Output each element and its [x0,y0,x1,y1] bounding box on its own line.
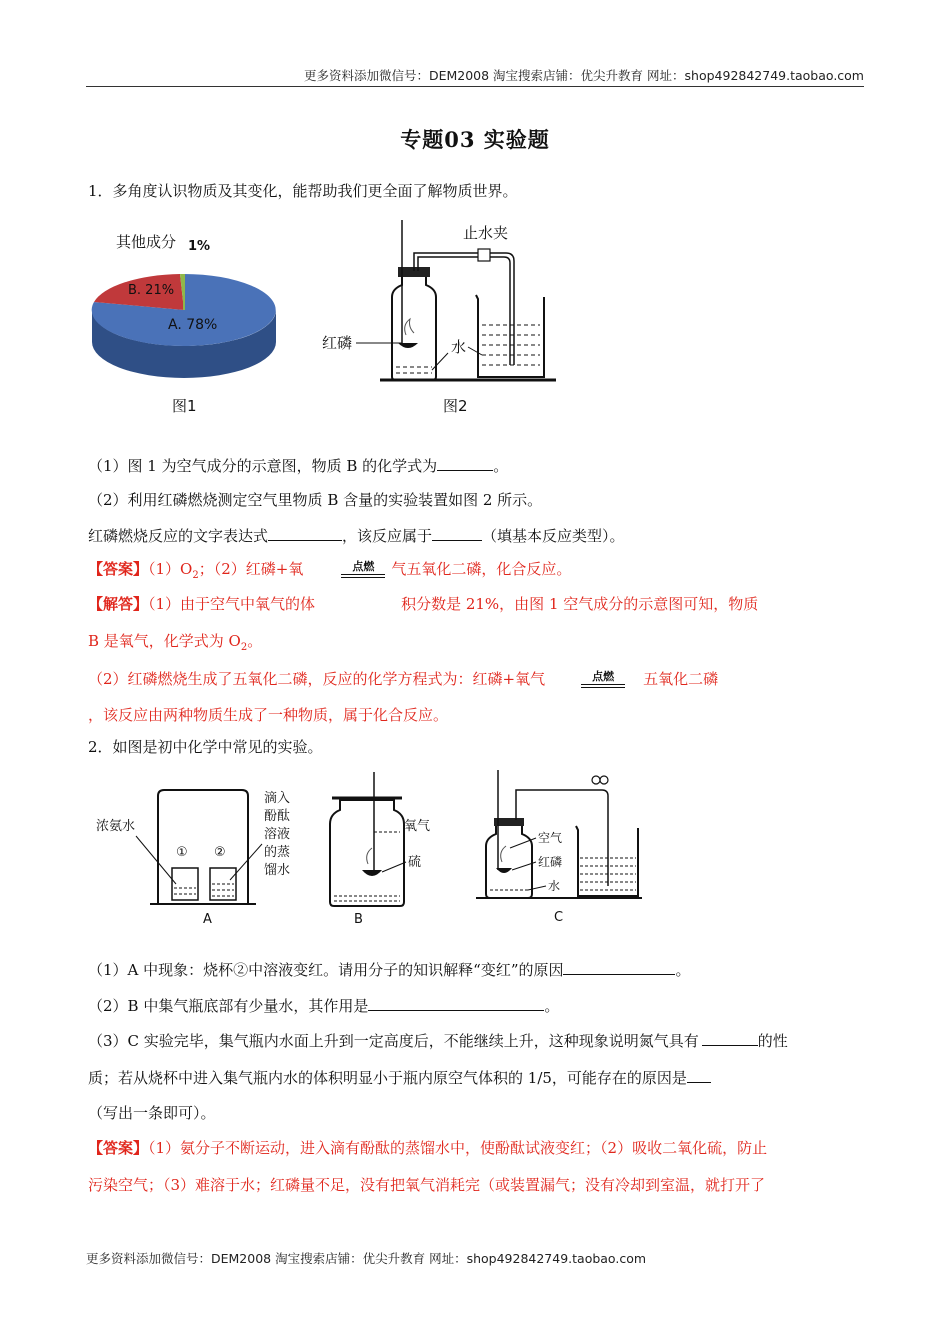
header-divider [86,86,864,87]
q1-part1: （1）图 1 为空气成分的示意图，物质 B 的化学式为 。 [88,457,509,475]
q1-part2: （2）利用红磷燃烧测定空气里物质 B 含量的实验装置如图 2 所示。 [88,491,543,509]
q2-figure-c [476,766,646,926]
q1-answer-condition: 点燃 [341,561,385,578]
figure1-caption: 图1 [172,397,197,415]
flame [405,319,414,335]
figure-a-caption: A [203,912,212,926]
svg-text:的蒸: 的蒸 [264,845,291,860]
clamp-c [592,776,600,784]
q2-part5: （写出一条即可）。 [88,1104,216,1122]
label-beaker-1: ① [176,845,188,860]
pie-label-a: A. 78% [168,317,218,333]
page-header: 更多资料添加微信号：DEM2008 淘宝搜索店铺：优尖升教育 网址：shop492842749.taobao.com [303,68,864,83]
q1-explanation-line4: ，该反应由两种物质生成了一种物质，属于化合反应。 [88,706,449,724]
figure-b-caption: B [354,912,363,926]
q1-stem: 1．多角度认识物质及其变化，能帮助我们更全面了解物质世界。 [88,182,518,200]
gas-bottle-b [330,800,404,906]
q1-explanation-line1: 【解答】（1）由于空气中氧气的体 积分数是 21%，由图 1 空气成分的示意图可知，物质 [88,595,759,613]
svg-text:馏水: 馏水 [264,863,291,878]
svg-text:滴入: 滴入 [264,791,291,806]
q1-explanation-line2: B 是氧气，化学式为 $O_2$。 [88,632,263,653]
q2-part3: （3）C 实验完毕，集气瓶内水面上升到一定高度后，不能继续上升，这种现象说明氮气具有 的性 [88,1032,788,1050]
q1-explanation-condition: 点燃 [581,671,625,688]
beaker-c [576,826,638,896]
figure2-caption: 图2 [443,397,468,415]
pie-label-other: 其他成分 [116,233,177,251]
label-water: 水 [451,338,467,356]
svg-text:溶液: 溶液 [264,827,291,842]
page-title: 专题03 实验题 [400,127,550,152]
label-phosphorus-c: 红磷 [538,855,563,869]
gas-bottle-c [486,824,532,898]
combustion-spoon [398,343,418,348]
pie-label-b: B. 21% [128,283,175,298]
label-ammonia: 浓氨水 [96,819,136,834]
label-clamp: 止水夹 [463,224,509,242]
sulfur-spoon [362,870,382,876]
q2-answer-line2: 污染空气；（3）难溶于水；红磷量不足，没有把氧气消耗完（或装置漏气；没有冷却到室温，就打开了 [88,1176,766,1194]
pie-label-other-pct: 1% [188,239,211,254]
label-phosphorus: 红磷 [322,334,353,352]
q2-part4: 质；若从烧杯中进入集气瓶内水的体积明显小于瓶内原空气体积的 1/5，可能存在的原因是 [88,1068,711,1087]
q2-answer-line1: 【答案】（1）氨分子不断运动，进入滴有酚酞的蒸馏水中，使酚酞试液变红；（2）吸收二氧化硫，防止 [88,1139,768,1157]
label-air: 空气 [538,831,563,845]
label-sulfur: 硫 [408,855,422,870]
q1-explanation-line3: （2）红磷燃烧生成了五氧化二磷，反应的化学方程式为：红磷+氧气 点燃 五氧化二磷 [88,670,719,688]
q2-stem: 2．如图是初中化学中常见的实验。 [88,738,323,756]
q2-part1: （1）A 中现象：烧杯②中溶液变红。请用分子的知识解释“变红”的原因 。 [88,961,691,979]
q1-figure1-pie [84,222,294,422]
water-clamp [478,249,490,261]
label-beaker-2: ② [214,845,226,860]
q2-part2: （2）B 中集气瓶底部有少量水，其作用是 。 [88,997,560,1015]
q1-answer: 【答案】$(1)O_2$；（2）红磷+氧 点燃 气五氧化二磷，化合反应。 [88,560,572,581]
label-water-c: 水 [548,879,561,893]
q1-figure2-apparatus [318,215,563,420]
gas-bottle [392,275,436,380]
svg-text:酚酞: 酚酞 [264,809,291,824]
figure-c-caption: C [554,910,564,925]
page-footer: 更多资料添加微信号：DEM2008 淘宝搜索店铺：优尖升教育 网址：shop492842749.taobao.com [86,1251,647,1266]
q2-figure-a [96,784,316,926]
q2-figure-b [318,768,448,926]
q1-part3: 红磷燃烧反应的文字表达式 ，该反应属于 （填基本反应类型）。 [88,527,625,545]
label-oxygen: 氧气 [404,819,431,834]
